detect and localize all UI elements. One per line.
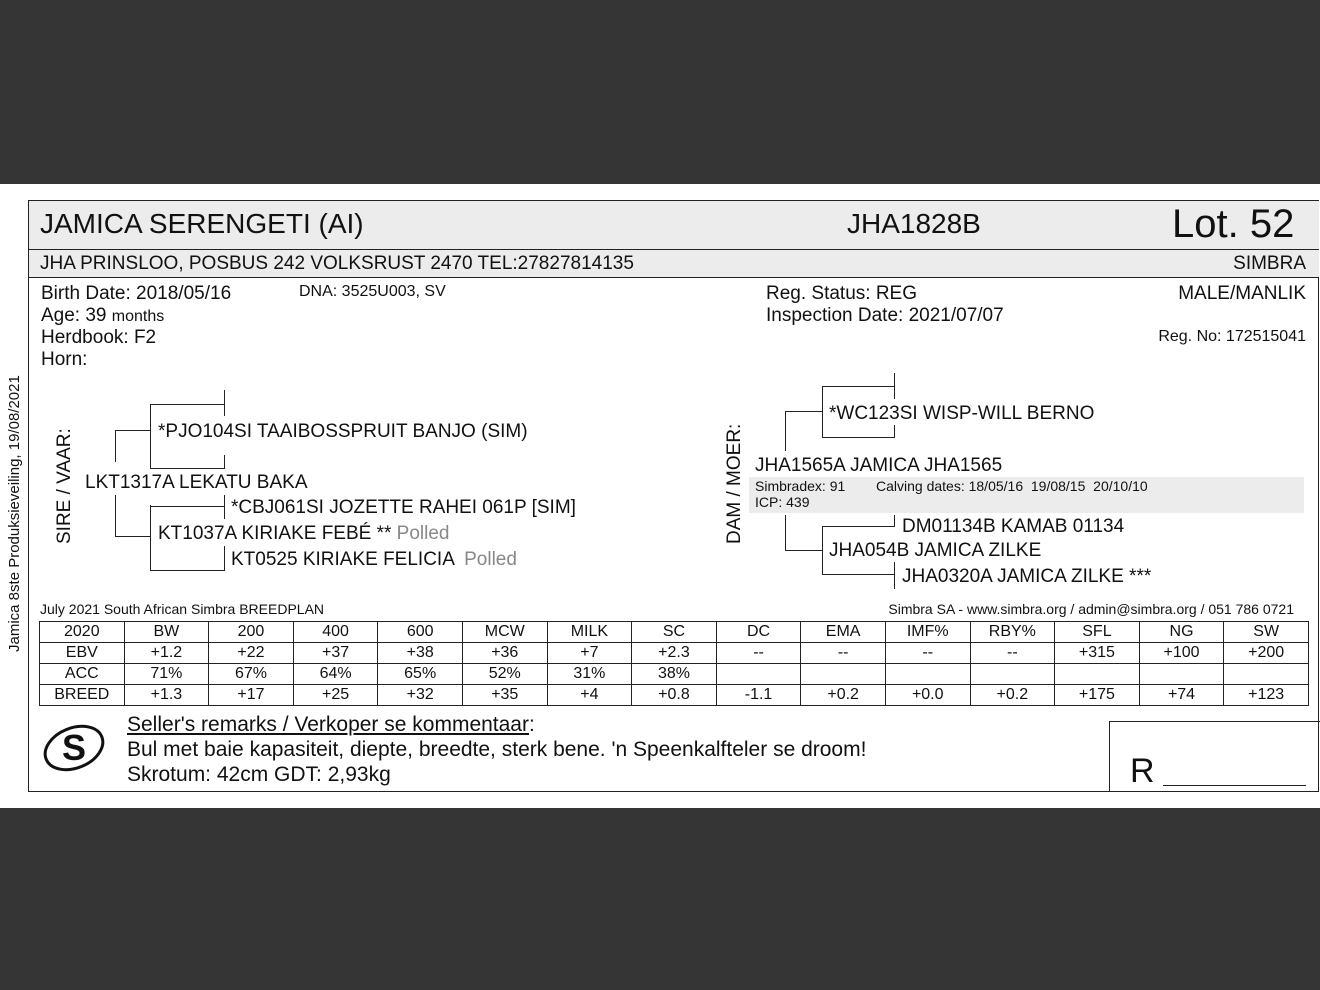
table-cell xyxy=(970,664,1055,685)
reg-status: Reg. Status: REG xyxy=(766,283,918,304)
price-blank-line[interactable] xyxy=(1163,785,1306,786)
dna: DNA: 3525U003, SV xyxy=(299,283,446,300)
pedigree-line xyxy=(822,437,895,438)
table-cell: +123 xyxy=(1224,685,1309,706)
ebv-header-row xyxy=(40,622,1309,643)
pedigree-line xyxy=(115,495,116,537)
table-cell: 31% xyxy=(547,664,632,685)
sire-dam: KT1037A KIRIAKE FEBÉ ** Polled xyxy=(158,523,450,544)
table-cell: -- xyxy=(885,643,970,664)
dam-label: DAM / MOER: xyxy=(724,423,745,544)
table-header: 200 xyxy=(209,622,294,643)
pedigree-line xyxy=(894,562,895,589)
simbradex: Simbradex: 91 xyxy=(755,478,846,494)
breedplan-title: July 2021 South African Simbra BREEDPLAN xyxy=(40,601,325,617)
remarks-heading-row xyxy=(127,713,535,737)
breed-label: SIMBRA xyxy=(1233,253,1306,274)
table-row xyxy=(40,664,1309,685)
pedigree-line xyxy=(150,404,225,405)
table-cell: +17 xyxy=(209,685,294,706)
table-cell: +25 xyxy=(293,685,378,706)
table-cell: +2.3 xyxy=(632,643,717,664)
table-header: DC xyxy=(716,622,801,643)
table-header: RBY% xyxy=(970,622,1055,643)
dam-dam: JHA054B JAMICA ZILKE xyxy=(829,540,1042,561)
table-cell: -1.1 xyxy=(716,685,801,706)
side-caption: Jamica 8ste Produksieveiling, 19/08/2021 xyxy=(6,375,23,652)
sire-label: SIRE / VAAR: xyxy=(54,428,75,544)
table-cell: 38% xyxy=(632,664,717,685)
pedigree-line xyxy=(150,570,225,571)
pedigree-line xyxy=(822,386,895,387)
table-cell: BREED xyxy=(40,685,125,706)
table-cell: +32 xyxy=(378,685,463,706)
table-cell: 52% xyxy=(462,664,547,685)
pedigree-line xyxy=(785,515,786,551)
price-label: R xyxy=(1130,752,1155,790)
sire-dam-sire: *CBJ061SI JOZETTE RAHEI 061P [SIM] xyxy=(231,497,576,518)
dam-sire: *WC123SI WISP-WILL BERNO xyxy=(829,403,1095,424)
remarks-line-1: Bul met baie kapasiteit, diepte, breedte, sterk bene. 'n Speenkalfteler se droom! xyxy=(127,738,867,761)
table-cell: +200 xyxy=(1224,643,1309,664)
pedigree-line xyxy=(150,468,225,469)
table-cell xyxy=(801,664,886,685)
price-box-border xyxy=(1109,721,1320,722)
pedigree-line xyxy=(224,455,225,469)
table-cell: +36 xyxy=(462,643,547,664)
table-header: 2020 xyxy=(40,622,125,643)
table-cell: +38 xyxy=(378,643,463,664)
table-header: MILK xyxy=(547,622,632,643)
calving-dates: Calving dates: 18/05/16 19/08/15 20/10/10 xyxy=(876,478,1148,494)
pedigree-line xyxy=(224,546,225,571)
pedigree-line xyxy=(150,505,151,571)
table-cell: +4 xyxy=(547,685,632,706)
birth-date: Birth Date: 2018/05/16 xyxy=(41,283,232,304)
remarks-line-2: Skrotum: 42cm GDT: 2,93kg xyxy=(127,763,391,786)
table-row xyxy=(40,685,1309,706)
table-cell: +0.2 xyxy=(801,685,886,706)
table-cell: +0.2 xyxy=(970,685,1055,706)
table-header: 400 xyxy=(293,622,378,643)
pedigree-line xyxy=(115,430,116,462)
table-header: MCW xyxy=(462,622,547,643)
dam-name: JHA1565A JAMICA JHA1565 xyxy=(755,455,1003,476)
pedigree-line xyxy=(822,574,895,575)
pedigree-line xyxy=(115,536,151,537)
breedplan-contact: Simbra SA - www.simbra.org / admin@simbra.org / 051 786 0721 xyxy=(888,601,1294,617)
table-cell: +22 xyxy=(209,643,294,664)
table-cell: +315 xyxy=(1055,643,1140,664)
table-cell: -- xyxy=(801,643,886,664)
table-cell: +0.8 xyxy=(632,685,717,706)
dam-dam-sire: DM01134B KAMAB 01134 xyxy=(902,516,1125,537)
pedigree-line xyxy=(822,526,895,527)
pedigree-line xyxy=(822,526,823,575)
table-cell: +0.0 xyxy=(885,685,970,706)
remarks-colon: : xyxy=(528,713,535,736)
sire-sire: *PJO104SI TAAIBOSSPRUIT BANJO (SIM) xyxy=(158,421,528,442)
table-cell: 67% xyxy=(209,664,294,685)
table-cell: -- xyxy=(716,643,801,664)
divider xyxy=(29,277,1319,278)
table-header: 600 xyxy=(378,622,463,643)
price-box-border xyxy=(1109,721,1110,792)
pedigree-line xyxy=(785,550,823,551)
ebv-table xyxy=(39,621,1309,706)
lot-number: Lot. 52 xyxy=(1172,202,1295,246)
pedigree-line xyxy=(150,506,225,507)
pedigree-line xyxy=(224,390,225,416)
table-header: SW xyxy=(1224,622,1309,643)
table-cell: ACC xyxy=(40,664,125,685)
sex: MALE/MANLIK xyxy=(1178,283,1306,304)
table-cell: +35 xyxy=(462,685,547,706)
pedigree-line xyxy=(115,430,151,431)
table-cell: 71% xyxy=(124,664,209,685)
sire-name: LKT1317A LEKATU BAKA xyxy=(85,472,308,493)
animal-id: JHA1828B xyxy=(847,208,981,239)
table-header: SC xyxy=(632,622,717,643)
table-row xyxy=(40,643,1309,664)
table-cell: +1.3 xyxy=(124,685,209,706)
sire-dam-dam: KT0525 KIRIAKE FELICIA Polled xyxy=(231,549,517,570)
pedigree-line xyxy=(224,495,225,519)
table-cell: 65% xyxy=(378,664,463,685)
table-cell xyxy=(1224,664,1309,685)
table-cell xyxy=(885,664,970,685)
age: Age: 39 months xyxy=(41,305,165,326)
breeder-line: JHA PRINSLOO, POSBUS 242 VOLKSRUST 2470 TEL:27827814135 xyxy=(40,253,634,274)
herdbook: Herdbook: F2 xyxy=(41,327,157,348)
table-cell: +37 xyxy=(293,643,378,664)
table-cell: +175 xyxy=(1055,685,1140,706)
inspection-date: Inspection Date: 2021/07/07 xyxy=(766,305,1004,326)
table-cell: +74 xyxy=(1139,685,1224,706)
animal-name: JAMICA SERENGETI (AI) xyxy=(40,208,364,239)
table-header: NG xyxy=(1139,622,1224,643)
pedigree-line xyxy=(785,411,823,412)
table-header: BW xyxy=(124,622,209,643)
horn: Horn: xyxy=(41,349,88,370)
pedigree-line xyxy=(894,425,895,438)
dam-dam-dam: JHA0320A JAMICA ZILKE *** xyxy=(902,566,1152,587)
pedigree-line xyxy=(785,411,786,451)
table-cell: 64% xyxy=(293,664,378,685)
pedigree-line xyxy=(150,404,151,469)
logo-letter: S xyxy=(61,727,87,768)
table-cell: +7 xyxy=(547,643,632,664)
table-cell xyxy=(1139,664,1224,685)
reg-no: Reg. No: 172515041 xyxy=(1158,328,1306,345)
remarks-heading: Seller's remarks / Verkoper se kommentaar xyxy=(127,713,529,736)
table-header: EMA xyxy=(801,622,886,643)
table-cell: +1.2 xyxy=(124,643,209,664)
pedigree-line xyxy=(894,515,895,527)
table-cell: EBV xyxy=(40,643,125,664)
table-header: SFL xyxy=(1055,622,1140,643)
table-cell xyxy=(1055,664,1140,685)
table-cell xyxy=(716,664,801,685)
icp: ICP: 439 xyxy=(755,494,810,510)
table-cell: +100 xyxy=(1139,643,1224,664)
pedigree-line xyxy=(822,386,823,438)
simbra-logo-icon xyxy=(40,720,112,776)
table-header: IMF% xyxy=(885,622,970,643)
table-cell: -- xyxy=(970,643,1055,664)
